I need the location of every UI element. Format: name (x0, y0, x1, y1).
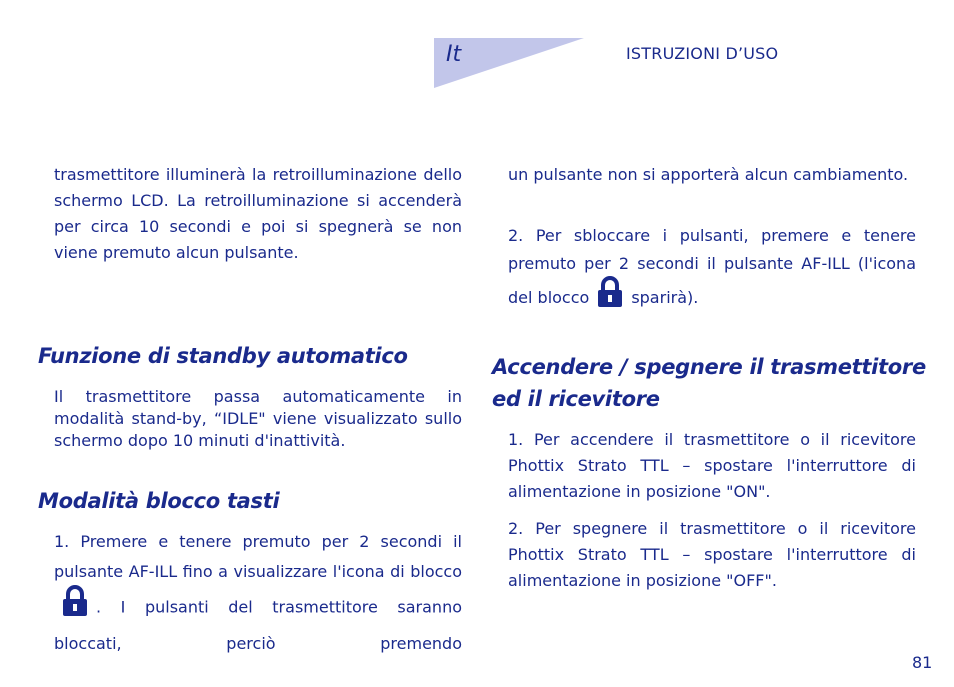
header-title: ISTRUZIONI D’USO (626, 44, 779, 63)
standby-heading: Funzione di standby automatico (38, 344, 408, 368)
power-heading-block (492, 351, 932, 415)
page-number: 81 (912, 653, 933, 672)
lock-text-part-2: . I pulsanti del trasmettitore saranno bloccati, perciò premendo (54, 597, 462, 653)
power-off-paragraph: 2. Per spegnere il trasmettitore o il ricevitore Phottix Strato TTL – spostare l'interruttore di alimentazione in posizione "OFF". (508, 519, 916, 590)
lock-heading-block (38, 485, 468, 517)
lock-icon (593, 276, 627, 317)
unlock-text-part-2: sparirà). (631, 288, 699, 307)
unlock-paragraph (508, 222, 916, 319)
lock-block (54, 527, 462, 659)
lock-heading: Modalità blocco tasti (38, 489, 280, 513)
power-on-block (508, 427, 916, 505)
standby-paragraph: Il trasmettitore passa automaticamente in modalità stand-by, “IDLE" viene visualizzato sullo schermo dopo 10 minuti d'inattività. (54, 387, 462, 450)
lock-paragraph (54, 527, 462, 659)
power-off-block (508, 516, 916, 594)
standby-heading-block (38, 340, 468, 372)
power-on-paragraph: 1. Per accendere il trasmettitore o il ricevitore Phottix Strato TTL – spostare l'interruttore di alimentazione in posizione "ON". (508, 430, 916, 501)
lock-text-part-1: 1. Premere e tenere premuto per 2 secondi il pulsante AF-ILL fino a visualizzare l'icona di blocco (54, 532, 462, 581)
language-label: It (446, 42, 462, 67)
unlock-block (508, 222, 916, 319)
power-heading-line-1: Accendere / spegnere il trasmettitore (492, 355, 926, 379)
standby-block (54, 386, 462, 452)
right-cont-block (508, 162, 916, 188)
left-intro-block (54, 162, 462, 266)
unlock-text-part-1: 2. Per sbloccare i pulsanti, premere e tenere premuto per 2 secondi il pulsante AF-ILL (l'icona del blocco (508, 226, 916, 307)
language-tab (434, 38, 584, 88)
power-heading-line-2: ed il ricevitore (492, 387, 660, 411)
no-change-paragraph: un pulsante non si apporterà alcun cambiamento. (508, 165, 909, 184)
lock-icon (58, 585, 92, 627)
backlight-paragraph: trasmettitore illuminerà la retroilluminazione dello schermo LCD. La retroilluminazione si accenderà per circa 10 secondi e poi si spegnerà se non viene premuto alcun pulsante. (54, 165, 462, 262)
